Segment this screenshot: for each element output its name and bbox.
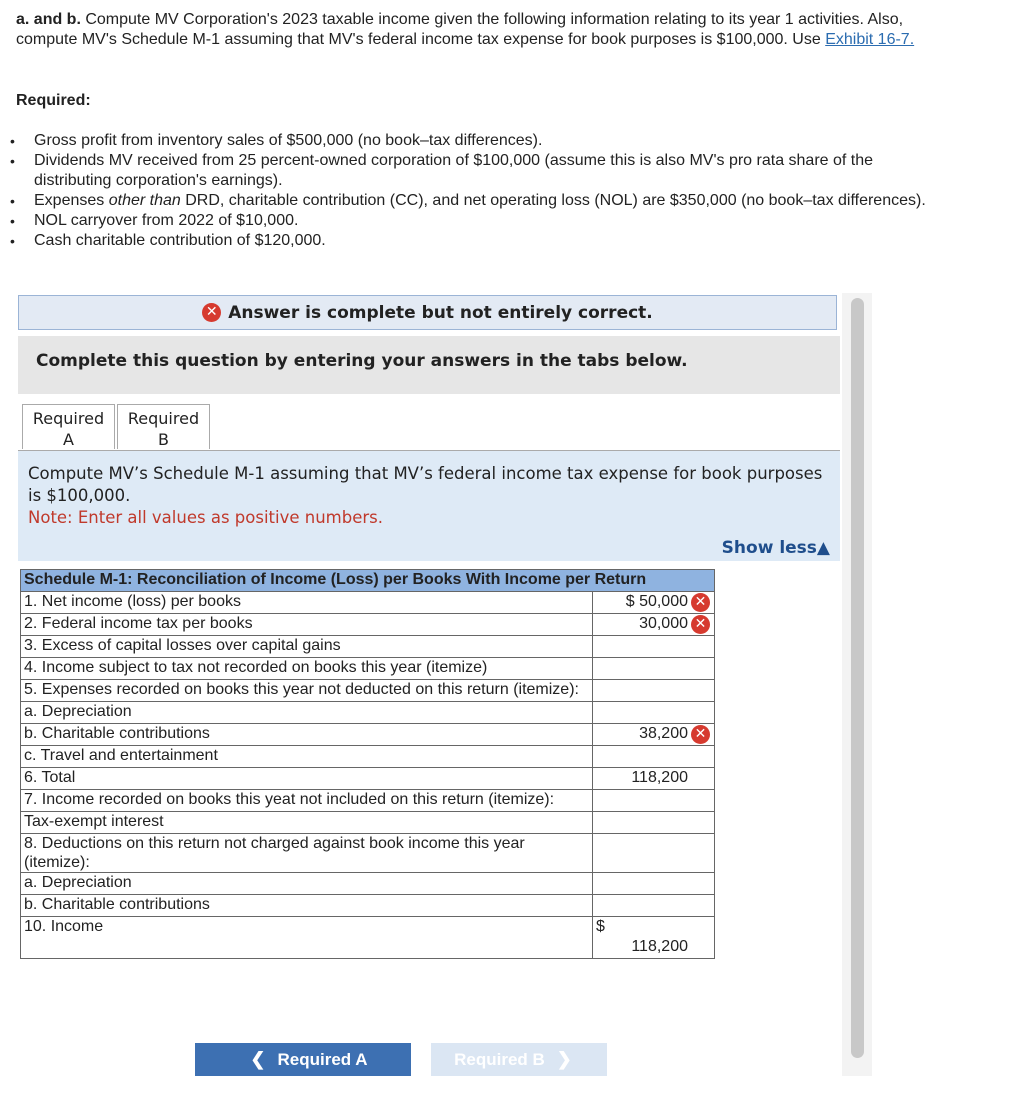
chevron-left-icon: ❮ [250,1049,266,1069]
table-row [21,724,715,746]
show-less-toggle[interactable]: Show less▲ [721,538,830,558]
incorrect-icon: ✕ [691,615,710,634]
dollar-sign: $ [596,918,605,935]
tab-label-line2: A [63,430,74,449]
tab-label-line1: Required [32,409,105,428]
row-label: 7. Income recorded on books this yeat not included on this return (itemize): [21,790,593,812]
row-label: b. Charitable contributions [21,724,593,746]
intro-bold-prefix: a. and b. [16,11,81,28]
incorrect-icon: ✕ [691,593,710,612]
row-value-input[interactable] [593,724,715,746]
required-heading: Required: [16,92,91,109]
row-value: 118,200 [631,769,688,786]
list-item: • Cash charitable contribution of $120,000. [16,231,946,251]
row-value-input[interactable] [593,917,715,959]
facts-list [16,131,946,251]
table-row [21,592,715,614]
row-label: 10. Income [21,917,593,959]
row-value-input[interactable] [593,873,715,895]
scrollbar-thumb[interactable] [851,298,864,1058]
list-item: • Dividends MV received from 25 percent-owned corporation of $100,000 (assume this is also MV's pro rata share of the distributing corporation's earnings). [16,151,946,191]
instruction-banner: Complete this question by entering your answers in the tabs below. [18,336,840,394]
tab-label-line2: B [158,430,169,449]
table-row [21,790,715,812]
tab-required-a[interactable] [22,404,115,449]
error-icon: ✕ [202,303,221,322]
table-row [21,873,715,895]
tab-label-line1: Required [127,409,200,428]
next-required-b-button[interactable] [431,1043,607,1076]
intro-text [16,10,966,50]
row-value: 118,200 [631,938,688,955]
feedback-banner [18,295,837,330]
row-value: 38,200 [639,725,688,742]
exhibit-link[interactable]: Exhibit 16-7. [825,31,915,48]
table-row [21,746,715,768]
row-value-input[interactable] [593,592,715,614]
list-item: • Gross profit from inventory sales of $500,000 (no book–tax differences). [16,131,946,151]
bullet3-post: DRD, charitable contribution (CC), and net operating loss (NOL) are $350,000 (no book–tax differences). [180,192,926,209]
row-value: 30,000 [639,615,688,632]
row-label: 2. Federal income tax per books [21,614,593,636]
feedback-text: Answer is complete but not entirely correct. [228,302,653,323]
row-label: 4. Income subject to tax not recorded on books this year (itemize) [21,658,593,680]
prev-required-a-button[interactable] [195,1043,411,1076]
row-label: 3. Excess of capital losses over capital gains [21,636,593,658]
row-value-input[interactable] [593,680,715,702]
table-header-row [21,570,715,592]
panel-prompt: Compute MV’s Schedule M-1 assuming that MV’s federal income tax expense for book purposes is $100,000. [28,464,823,505]
row-value-input[interactable] [593,658,715,680]
row-label: 6. Total [21,768,593,790]
incorrect-icon: ✕ [691,725,710,744]
row-value-input[interactable] [593,746,715,768]
table-row [21,812,715,834]
row-value-input[interactable] [593,768,715,790]
table-row [21,658,715,680]
table-row [21,895,715,917]
row-label: 5. Expenses recorded on books this year not deducted on this return (itemize): [21,680,593,702]
list-item [16,191,946,211]
next-button-label: Required B [454,1049,545,1069]
row-label: 1. Net income (loss) per books [21,592,593,614]
table-row [21,636,715,658]
tab-bar [22,404,212,449]
row-label: 8. Deductions on this return not charged against book income this year (itemize): [21,834,593,873]
table-row [21,680,715,702]
list-item: • NOL carryover from 2022 of $10,000. [16,211,946,231]
row-label: a. Depreciation [21,702,593,724]
intro-body: Compute MV Corporation's 2023 taxable income given the following information relating to its year 1 activities. Also, compute MV's Schedule M-1 assuming that MV's federal income tax expense for book purposes is $100,000. Use [16,11,904,48]
row-label: a. Depreciation [21,873,593,895]
row-value-input[interactable] [593,614,715,636]
row-value-input[interactable] [593,636,715,658]
question-panel [18,451,840,561]
panel-note: Note: Enter all values as positive numbers. [28,508,383,527]
tab-required-b[interactable] [117,404,210,449]
row-value-input[interactable] [593,812,715,834]
row-label: Tax-exempt interest [21,812,593,834]
row-label: c. Travel and entertainment [21,746,593,768]
table-row [21,614,715,636]
row-value-input[interactable] [593,834,715,873]
bullet3-em: other than [108,192,181,209]
table-row [21,768,715,790]
row-value-input[interactable] [593,702,715,724]
schedule-m1-table [20,569,715,959]
chevron-right-icon: ❯ [556,1049,572,1069]
table-row [21,702,715,724]
table-row [21,917,715,959]
table-row [21,834,715,873]
row-value-input[interactable] [593,790,715,812]
prev-button-label: Required A [277,1049,368,1069]
row-value-input[interactable] [593,895,715,917]
bullet3-pre: Expenses [34,192,109,209]
row-label: b. Charitable contributions [21,895,593,917]
schedule-title: Schedule M-1: Reconciliation of Income (Loss) per Books With Income per Return [21,570,715,592]
row-value: $ 50,000 [625,593,688,610]
